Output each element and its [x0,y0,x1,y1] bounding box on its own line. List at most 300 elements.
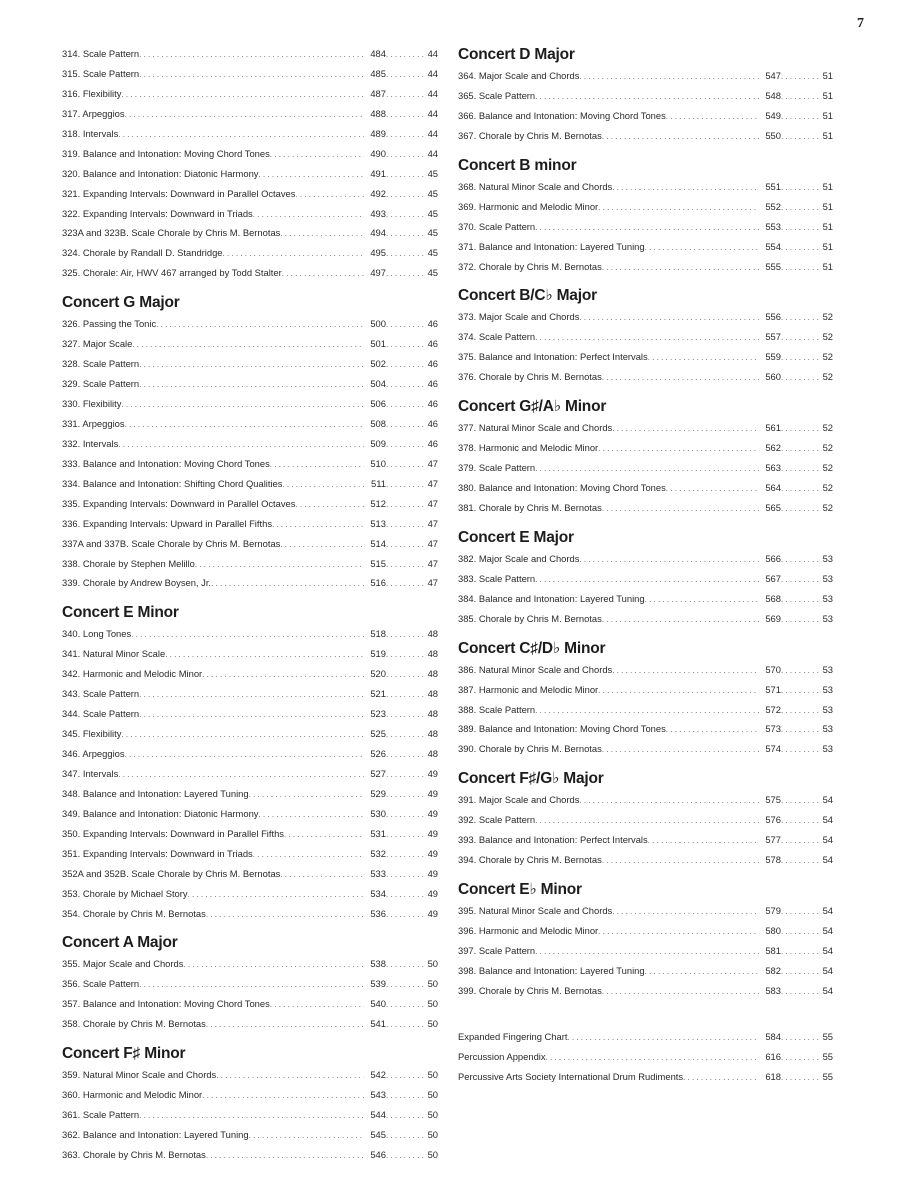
toc-entry [458,549,833,569]
toc-entry [62,884,438,904]
entry-title: 394. Chorale by Chris M. Bernotas [458,854,602,866]
exercise-number: 581 [765,944,781,956]
dot-leader [386,164,424,185]
exercise-number: 548 [765,89,781,101]
exercise-number: 489 [370,127,386,139]
dot-leader [781,237,819,258]
exercise-number: 527 [370,767,386,779]
section-heading: Concert F♯/G♭ Major [458,770,604,788]
page-ref: 52 [822,501,833,513]
page-ref: 50 [427,1069,438,1081]
dot-leader [188,884,364,905]
entry-title: 379. Scale Pattern [458,462,536,474]
page-ref: 45 [427,207,438,219]
toc-entry [62,704,438,724]
toc-entry [458,739,833,759]
page-ref: 47 [427,497,438,509]
toc-entry [458,719,833,739]
toc-entry [458,66,833,86]
dot-leader [386,1085,424,1106]
entry-title: 374. Scale Pattern [458,331,536,343]
page-ref: 55 [822,1070,833,1082]
entry-title: 370. Scale Pattern [458,220,536,232]
exercise-number: 497 [370,267,386,279]
toc-entry [458,700,833,720]
dot-leader [386,84,424,105]
entry-title: 372. Chorale by Chris M. Bernotas [458,260,602,272]
page-ref: 52 [822,482,833,493]
exercise-number: 582 [765,964,781,976]
exercise-number: 579 [765,905,781,917]
section-heading: Concert B minor [458,156,577,174]
toc-entry [62,784,438,804]
toc-entry [458,86,833,106]
page-ref: 54 [822,925,833,936]
dot-leader [386,744,424,765]
toc-entry [62,434,438,454]
dot-leader [386,904,424,925]
section-heading: Concert A Major [62,934,178,952]
entry-list [458,549,833,629]
dot-leader [781,367,819,388]
exercise-number: 485 [370,67,386,79]
toc-entry [62,223,438,243]
dot-leader [118,124,364,145]
dot-leader [386,954,424,975]
entry-title: 342. Harmonic and Melodic Minor [62,668,203,680]
entry-title: 318. Intervals [62,127,119,139]
dot-leader [781,257,819,278]
entry-title: 383. Scale Pattern [458,572,536,584]
dot-leader [258,804,364,825]
toc-entry [458,609,833,629]
entry-title: 369. Harmonic and Melodic Minor [458,200,599,212]
toc-entry [458,126,833,146]
exercise-number: 519 [370,648,386,660]
page-ref: 55 [822,1030,833,1042]
entry-list [458,660,833,760]
entry-title: 397. Scale Pattern [458,944,536,956]
exercise-number: 567 [765,572,781,584]
dot-leader [612,177,759,198]
toc-entry [62,644,438,664]
toc-entry [458,961,833,981]
dot-leader [612,418,759,439]
page-ref: 47 [427,457,438,469]
dot-leader [156,314,364,335]
toc-entry [458,680,833,700]
dot-leader [535,86,759,107]
toc-entry [62,124,438,144]
exercise-number: 564 [765,482,781,493]
dot-leader [121,724,364,745]
dot-leader [781,106,819,127]
exercise-number: 565 [765,501,781,513]
toc-entry [62,624,438,644]
entry-title: 347. Intervals [62,767,119,779]
toc-entry [458,850,833,870]
entry-title: 350. Expanding Intervals: Downward in Parallel Fifths [62,827,284,839]
dot-leader [781,569,819,590]
toc-entry [62,534,438,554]
dot-leader [386,974,424,995]
entry-title: 330. Flexibility [62,398,122,409]
exercise-number: 566 [765,552,781,564]
page-ref: 51 [822,260,833,272]
toc-entry [62,204,438,224]
toc-entry [458,1027,833,1047]
page-ref: 47 [427,477,438,489]
toc-section [458,527,833,629]
exercise-number: 490 [370,147,386,159]
dot-leader [386,64,424,85]
entry-title: 368. Natural Minor Scale and Chords [458,180,613,192]
dot-leader [598,197,759,218]
page-ref: 49 [427,907,438,919]
toc-entry [458,177,833,197]
dot-leader [139,374,364,395]
entry-title: 325. Chorale: Air, HWV 467 arranged by Todd Stalter [62,267,282,279]
dot-leader [386,1065,424,1086]
page-ref: 47 [427,557,438,569]
dot-leader [386,263,424,284]
dot-leader [386,494,424,515]
toc-entry [62,1014,438,1034]
entry-title: 341. Natural Minor Scale [62,648,166,660]
dot-leader [125,744,364,765]
entry-title: 398. Balance and Intonation: Layered Tuning [458,964,645,976]
exercise-number: 508 [370,417,386,429]
dot-leader [567,1027,759,1048]
toc-entry [62,184,438,204]
toc-entry [62,394,438,414]
page-ref: 51 [822,70,833,81]
entry-title: 333. Balance and Intonation: Moving Chord Tones [62,457,270,469]
dot-leader [386,374,424,395]
page-ref: 48 [427,668,438,680]
dot-leader [781,830,819,851]
entry-title: 381. Chorale by Chris M. Bernotas [458,501,602,513]
page-ref: 48 [427,728,438,740]
toc-section [458,768,833,870]
entry-list [458,790,833,870]
toc-entry [62,904,438,924]
exercise-number: 514 [370,537,386,549]
page-ref: 48 [427,708,438,720]
entry-title: 337A and 337B. Scale Chorale by Chris M. Bernotas [62,537,281,549]
dot-leader [223,243,364,264]
dot-leader [386,124,424,145]
exercise-number: 555 [765,260,781,272]
page-ref: 54 [822,984,833,996]
exercise-number: 550 [765,129,781,141]
dot-leader [645,237,759,258]
toc-entry [62,263,438,283]
entry-title: 336. Expanding Intervals: Upward in Parallel Fifths [62,517,273,529]
toc-entry [458,589,833,609]
entry-list [62,624,438,923]
exercise-number: 575 [765,794,781,806]
toc-entry [62,64,438,84]
dot-leader [139,974,364,995]
dot-leader [270,994,364,1015]
page-ref: 53 [822,552,833,564]
entry-title: 390. Chorale by Chris M. Bernotas [458,743,602,755]
dot-leader [602,257,759,278]
toc-right-column [458,44,833,1087]
page-ref: 44 [427,48,438,59]
dot-leader [386,104,424,125]
page-ref: 48 [427,628,438,640]
exercise-number: 509 [370,437,386,449]
toc-entry [458,830,833,850]
dot-leader [781,197,819,218]
entry-title: 320. Balance and Intonation: Diatonic Harmony [62,167,259,179]
dot-leader [386,1014,424,1035]
exercise-number: 532 [370,847,386,859]
exercise-number: 533 [370,867,386,879]
toc-left-column [62,44,438,1165]
page-ref: 45 [427,247,438,259]
toc-entry [458,237,833,257]
dot-leader [535,941,759,962]
entry-title: 328. Scale Pattern [62,358,140,370]
entry-title: 356. Scale Pattern [62,978,140,990]
dot-leader [139,64,364,85]
exercise-number: 556 [765,311,781,323]
toc-entry [458,981,833,1001]
dot-leader [781,458,819,479]
dot-leader [535,700,759,721]
dot-leader [602,739,759,760]
dot-leader [781,327,819,348]
dot-leader [202,664,364,685]
page-ref: 50 [427,1018,438,1030]
dot-leader [139,684,364,705]
exercise-number: 512 [370,497,386,509]
page-ref: 54 [822,814,833,826]
exercise-number: 539 [370,978,386,990]
entry-title: 331. Arpeggios [62,417,125,429]
page-ref: 44 [427,67,438,79]
entry-title: 364. Major Scale and Chords [458,70,580,81]
entry-title: 343. Scale Pattern [62,688,140,700]
page-ref: 46 [427,358,438,370]
dot-leader [258,164,364,185]
toc-entry [458,217,833,237]
page-ref: 49 [427,767,438,779]
exercise-number: 511 [371,477,386,489]
dot-leader [535,458,759,479]
toc-entry [458,418,833,438]
page-ref: 51 [822,129,833,141]
entry-title: 361. Scale Pattern [62,1109,140,1121]
entry-title: 384. Balance and Intonation: Layered Tuning [458,592,645,604]
page-ref: 52 [822,371,833,383]
entry-title: 391. Major Scale and Chords [458,794,580,806]
page-ref: 49 [427,787,438,799]
entry-title: 322. Expanding Intervals: Downward in Triads [62,207,253,219]
toc-section [62,932,438,1034]
dot-leader [386,1105,424,1126]
dot-leader [386,144,424,165]
dot-leader [125,414,364,435]
entry-title: 327. Major Scale [62,338,133,350]
entry-title: 345. Flexibility [62,728,122,740]
exercise-number: 583 [765,984,781,996]
toc-entry [458,367,833,387]
page-ref: 44 [427,107,438,119]
exercise-number: 572 [765,703,781,715]
dot-leader [666,106,759,127]
entry-title: Percussion Appendix [458,1050,546,1062]
entry-title: 376. Chorale by Chris M. Bernotas [458,371,602,383]
dot-leader [781,1067,819,1088]
exercise-number: 561 [765,422,781,434]
toc-entry [62,454,438,474]
exercise-number: 551 [765,180,781,192]
entry-list [62,44,438,283]
page-ref: 48 [427,748,438,759]
toc-entry [62,864,438,884]
section-heading: Concert B/C♭ Major [458,287,597,305]
entry-title: 392. Scale Pattern [458,814,536,826]
exercise-number: 574 [765,743,781,755]
toc-section [458,155,833,277]
entry-title: 349. Balance and Intonation: Diatonic Harmony [62,807,259,819]
dot-leader [386,394,424,415]
exercise-number: 493 [370,207,386,219]
dot-leader [118,434,364,455]
entry-title: 373. Major Scale and Chords [458,311,580,323]
page-ref: 50 [427,978,438,990]
page-ref: 47 [427,517,438,529]
exercise-number: 502 [370,358,386,370]
page-ref: 48 [427,688,438,700]
exercise-number: 546 [370,1148,386,1160]
section-heading: Concert G♯/A♭ Minor [458,398,607,416]
toc-entry [458,327,833,347]
toc-entry [62,354,438,374]
dot-leader [602,498,759,519]
page-ref: 50 [427,998,438,1010]
dot-leader [781,177,819,198]
toc-entry [458,257,833,277]
entry-list [458,901,833,1001]
entry-title: 340. Long Tones [62,628,132,640]
dot-leader [206,904,364,925]
entry-title: 387. Harmonic and Melodic Minor [458,683,599,695]
toc-entry [62,374,438,394]
entry-title: 354. Chorale by Chris M. Bernotas [62,907,206,919]
exercise-number: 504 [370,378,386,390]
dot-leader [386,664,424,685]
toc-entry [458,790,833,810]
toc-entry [62,804,438,824]
exercise-number: 513 [370,517,386,529]
exercise-number: 529 [370,787,386,799]
toc-entry [458,810,833,830]
exercise-number: 547 [765,70,781,81]
dot-leader [121,84,364,105]
dot-leader [781,739,819,760]
toc-entry [62,1125,438,1145]
entry-title: 371. Balance and Intonation: Layered Tuning [458,240,645,252]
dot-leader [598,921,759,942]
exercise-number: 557 [765,331,781,343]
entry-list [62,314,438,593]
dot-leader [139,44,364,65]
exercise-number: 618 [765,1070,781,1082]
entry-title: 324. Chorale by Randall D. Standridge [62,247,223,259]
dot-leader [272,514,364,535]
toc-entry [62,164,438,184]
dot-leader [386,184,424,205]
page-ref: 52 [822,351,833,363]
appendix-list [458,1027,833,1087]
page-ref: 52 [822,422,833,434]
exercise-number: 521 [370,688,386,700]
toc-entry [62,1105,438,1125]
page-ref: 50 [427,958,438,970]
page-ref: 54 [822,854,833,866]
dot-leader [535,217,759,238]
dot-leader [216,1065,364,1086]
page-ref: 49 [427,887,438,899]
dot-leader [386,1125,424,1146]
page-ref: 51 [822,89,833,101]
toc-entry [62,243,438,263]
toc-entry [62,104,438,124]
dot-leader [612,660,759,681]
toc-entry [458,941,833,961]
exercise-number: 577 [765,834,781,846]
toc-entry [62,764,438,784]
dot-leader [781,609,819,630]
exercise-number: 492 [370,187,386,199]
entry-title: 380. Balance and Intonation: Moving Chord Tones [458,482,666,493]
dot-leader [206,1014,364,1035]
dot-leader [602,609,759,630]
dot-leader [781,700,819,721]
dot-leader [386,644,424,665]
page-ref: 52 [822,311,833,323]
dot-leader [781,981,819,1002]
dot-leader [598,680,759,701]
entry-title: 348. Balance and Intonation: Layered Tuning [62,787,249,799]
toc-entry [62,573,438,593]
page-ref: 45 [427,267,438,279]
toc-entry [458,569,833,589]
dot-leader [535,569,759,590]
dot-leader [125,104,364,125]
dot-leader [781,790,819,811]
page-ref: 51 [822,220,833,232]
toc-entry [62,494,438,514]
dot-leader [648,347,759,368]
entry-title: 386. Natural Minor Scale and Chords [458,663,613,675]
entry-title: 353. Chorale by Michael Story [62,887,188,899]
dot-leader [165,644,364,665]
page-ref: 45 [427,227,438,239]
entry-list [62,954,438,1034]
page-ref: 52 [822,462,833,474]
dot-leader [121,394,364,415]
toc-entry [62,974,438,994]
page-ref: 54 [822,964,833,976]
entry-title: 378. Harmonic and Melodic Minor [458,442,599,454]
toc-section [458,285,833,387]
